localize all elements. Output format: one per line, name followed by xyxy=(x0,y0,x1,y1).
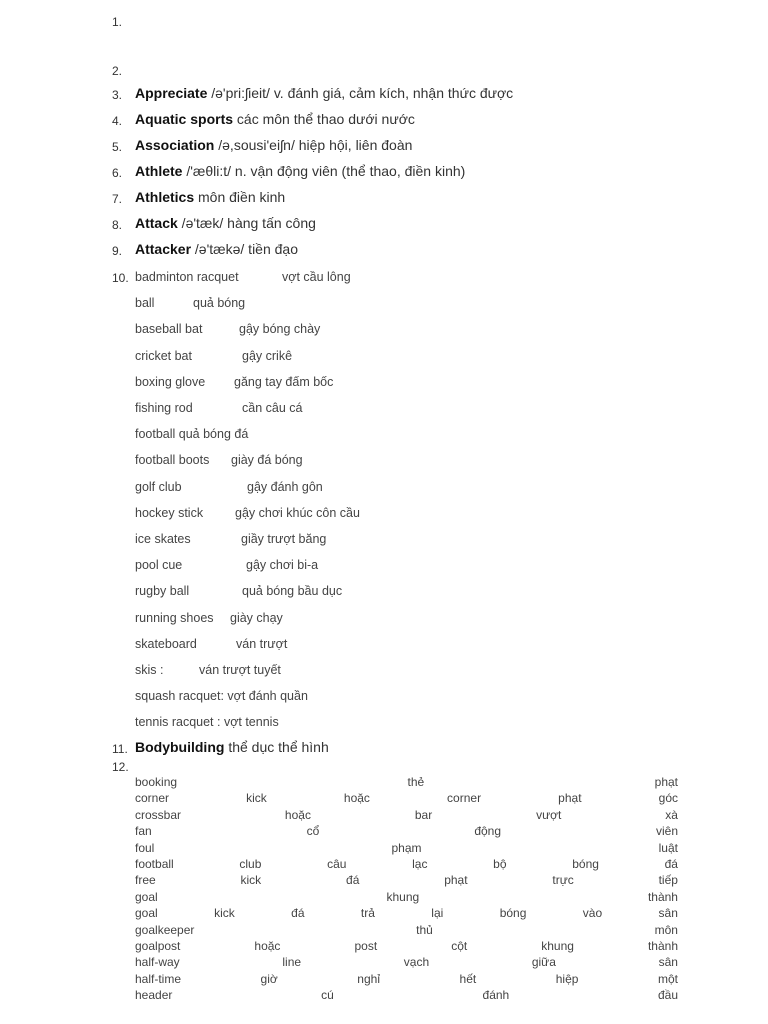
list-number: 3. xyxy=(112,88,123,102)
equipment-translation: ván trượt tuyết xyxy=(199,663,281,677)
word: đá xyxy=(291,906,305,921)
equipment-translation: gậy crikê xyxy=(242,348,293,363)
equipment-translation: găng tay đấm bốc xyxy=(234,374,334,389)
vocab-term: Athlete xyxy=(135,163,183,179)
word: free xyxy=(135,873,156,888)
equipment-term: ball xyxy=(135,296,155,311)
word: phạt xyxy=(654,775,678,789)
vocab-definition: /ə'tæk/ hàng tấn công xyxy=(177,215,316,231)
equipment-translation: quả bóng xyxy=(193,296,246,311)
word: góc xyxy=(658,791,678,806)
equipment-translation: gậy chơi khúc côn cầu xyxy=(235,505,360,520)
equipment-translation: gậy chơi bi-a xyxy=(246,558,319,573)
equipment-term: hockey stick xyxy=(135,505,204,520)
equipment-entry xyxy=(135,689,308,703)
vocab-entry xyxy=(135,241,298,257)
vocab-definition: các môn thể thao dưới nước xyxy=(233,111,415,127)
list-number: 9. xyxy=(112,244,123,258)
equipment-entry xyxy=(135,348,293,363)
equipment-translation: ván trượt xyxy=(236,636,288,651)
word: half-way xyxy=(135,955,180,970)
word: khung xyxy=(386,889,420,904)
list-number: 7. xyxy=(112,192,123,206)
football-term-row xyxy=(135,988,678,1004)
word: sân xyxy=(658,906,678,921)
word: trả xyxy=(360,906,375,921)
word: động xyxy=(474,824,502,839)
equipment-translation: gậy đánh gôn xyxy=(247,479,323,494)
equipment-translation: cần câu cá xyxy=(242,401,303,415)
football-term-row xyxy=(135,923,678,939)
equipment-term: squash racquet: vợt đánh quần xyxy=(135,689,308,704)
equipment-translation: quả bóng bầu dục xyxy=(242,584,343,599)
equipment-term: boxing glove xyxy=(135,374,206,389)
word: header xyxy=(135,988,173,1003)
vocab-term: Aquatic sports xyxy=(135,111,234,127)
equipment-term: baseball bat xyxy=(135,322,203,337)
word: cổ xyxy=(306,824,320,839)
football-term-row xyxy=(135,972,678,988)
equipment-entry xyxy=(135,505,360,520)
equipment-term: football quả bóng đá xyxy=(135,427,249,442)
equipment-term: cricket bat xyxy=(135,348,192,363)
football-term-row xyxy=(135,939,678,955)
word: corner xyxy=(447,791,482,806)
word: thành xyxy=(647,939,678,953)
word: club xyxy=(239,857,262,871)
vocab-term: Association xyxy=(135,137,215,153)
vocab-definition: /'æθli:t/ n. vận động viên (thể thao, điền kinh) xyxy=(182,163,466,179)
vocab-term: Bodybuilding xyxy=(135,739,225,755)
vocab-definition: /ə'tækə/ tiền đạo xyxy=(191,241,298,257)
football-term-row xyxy=(135,808,678,824)
football-term-row xyxy=(135,791,678,807)
equipment-term: ice skates xyxy=(135,532,191,546)
word: đá xyxy=(664,857,678,871)
vocab-entry xyxy=(135,85,513,101)
equipment-entry xyxy=(135,296,246,311)
equipment-entry xyxy=(135,610,283,625)
list-number: 4. xyxy=(112,114,123,128)
word: goal xyxy=(135,906,158,921)
word: lạc xyxy=(412,857,428,871)
word: kick xyxy=(240,873,262,888)
vocab-definition: môn điền kinh xyxy=(194,189,286,205)
vocab-entry xyxy=(135,163,465,179)
vocab-term: Attack xyxy=(135,215,178,231)
equipment-term: skateboard xyxy=(135,636,197,651)
word: một xyxy=(657,971,678,986)
word: booking xyxy=(135,775,178,789)
list-number: 6. xyxy=(112,166,123,180)
list-number: 5. xyxy=(112,140,123,154)
word: thủ xyxy=(416,922,433,937)
word: post xyxy=(354,939,378,953)
vocab-entry xyxy=(135,739,329,755)
word: viên xyxy=(655,824,678,839)
word: cột xyxy=(451,939,468,953)
list-number: 10. xyxy=(112,271,129,285)
word: lại xyxy=(431,906,444,921)
equipment-entry xyxy=(135,374,334,389)
word: giữa xyxy=(531,955,556,970)
equipment-entry xyxy=(135,453,303,468)
word: thẻ xyxy=(407,775,425,789)
word: kick xyxy=(246,791,267,806)
word: goal xyxy=(135,889,158,904)
football-term-row xyxy=(135,890,678,906)
equipment-entry xyxy=(135,270,351,284)
word: bar xyxy=(414,807,433,822)
word: bóng xyxy=(499,906,527,921)
word: corner xyxy=(135,791,170,806)
word: hoặc xyxy=(343,791,370,806)
vocab-definition: /ə,sousi'eiʃn/ hiệp hội, liên đoàn xyxy=(214,137,413,153)
vocab-term: Athletics xyxy=(135,189,195,205)
word: môn xyxy=(654,922,678,937)
football-term-row xyxy=(135,841,678,857)
equipment-entry xyxy=(135,479,323,494)
list-number: 2. xyxy=(112,64,123,78)
equipment-term: tennis racquet : vợt tennis xyxy=(135,715,279,730)
equipment-term: golf club xyxy=(135,479,182,494)
word: phạm xyxy=(391,840,422,855)
word: half-time xyxy=(135,971,182,986)
equipment-term: rugby ball xyxy=(135,584,190,599)
word: đánh xyxy=(482,988,510,1003)
equipment-entry xyxy=(135,636,288,651)
word: vượt xyxy=(536,807,562,822)
football-term-row xyxy=(135,775,678,791)
word: kick xyxy=(214,906,235,921)
word: giờ xyxy=(260,971,278,986)
equipment-translation: giày đá bóng xyxy=(231,453,303,468)
vocab-term: Attacker xyxy=(135,241,192,257)
word: vạch xyxy=(403,955,430,970)
word: luật xyxy=(658,840,678,855)
word: trực xyxy=(552,873,574,888)
equipment-entry xyxy=(135,401,303,415)
word: xà xyxy=(665,807,678,822)
equipment-entry xyxy=(135,558,319,573)
word: cú xyxy=(321,988,334,1003)
word: bóng xyxy=(572,857,599,871)
list-number: 12. xyxy=(112,760,129,774)
word: đầu xyxy=(657,988,678,1003)
word: foul xyxy=(135,840,155,855)
vocab-entry xyxy=(135,111,415,127)
equipment-translation: gậy bóng chày xyxy=(239,322,321,337)
equipment-term: badminton racquet xyxy=(135,270,239,284)
word: hoặc xyxy=(254,939,281,953)
word: phạt xyxy=(444,873,468,888)
word: crossbar xyxy=(135,807,182,822)
vocab-definition: /ə'pri:ʃieit/ v. đánh giá, cảm kích, nhận thức được xyxy=(207,85,514,101)
vocab-term: Appreciate xyxy=(135,85,208,101)
word: khung xyxy=(541,939,574,953)
football-term-row xyxy=(135,955,678,971)
football-term-row xyxy=(135,824,678,840)
word: sân xyxy=(658,955,678,970)
word: bộ xyxy=(493,857,507,871)
word: line xyxy=(282,955,302,970)
football-term-row xyxy=(135,873,678,889)
word: câu xyxy=(327,857,347,871)
word: hết xyxy=(459,971,477,986)
vocab-entry xyxy=(135,189,285,205)
word: vào xyxy=(582,906,603,921)
word: nghỉ xyxy=(357,971,380,986)
equipment-translation: giầy trượt băng xyxy=(241,532,327,546)
equipment-term: running shoes xyxy=(135,610,214,625)
vocab-definition: thể dục thể hình xyxy=(224,739,329,755)
word: goalkeeper xyxy=(135,922,195,937)
equipment-term: skis : xyxy=(135,663,164,677)
equipment-entry xyxy=(135,584,343,599)
equipment-entry xyxy=(135,532,327,546)
list-number: 1. xyxy=(112,15,123,29)
equipment-entry xyxy=(135,427,248,441)
word: hoặc xyxy=(284,807,311,822)
word: fan xyxy=(135,824,152,839)
list-number: 11. xyxy=(112,742,128,756)
word: tiếp xyxy=(658,873,678,888)
word: goalpost xyxy=(135,939,181,953)
word: đá xyxy=(346,873,360,888)
list-number: 8. xyxy=(112,218,123,232)
equipment-term: football boots xyxy=(135,453,210,468)
equipment-translation: giày chạy xyxy=(230,610,283,625)
football-term-row xyxy=(135,906,678,922)
equipment-entry xyxy=(135,715,279,729)
word: phạt xyxy=(558,791,582,806)
equipment-translation: vợt cầu lông xyxy=(282,270,351,284)
vocab-entry xyxy=(135,215,316,231)
vocab-entry xyxy=(135,137,412,153)
equipment-term: fishing rod xyxy=(135,401,193,415)
equipment-term: pool cue xyxy=(135,558,183,573)
equipment-entry xyxy=(135,322,321,337)
football-term-row xyxy=(135,857,678,873)
word: football xyxy=(135,857,174,871)
word: thành xyxy=(647,889,678,904)
word: hiệp xyxy=(555,971,579,986)
equipment-entry xyxy=(135,663,281,677)
